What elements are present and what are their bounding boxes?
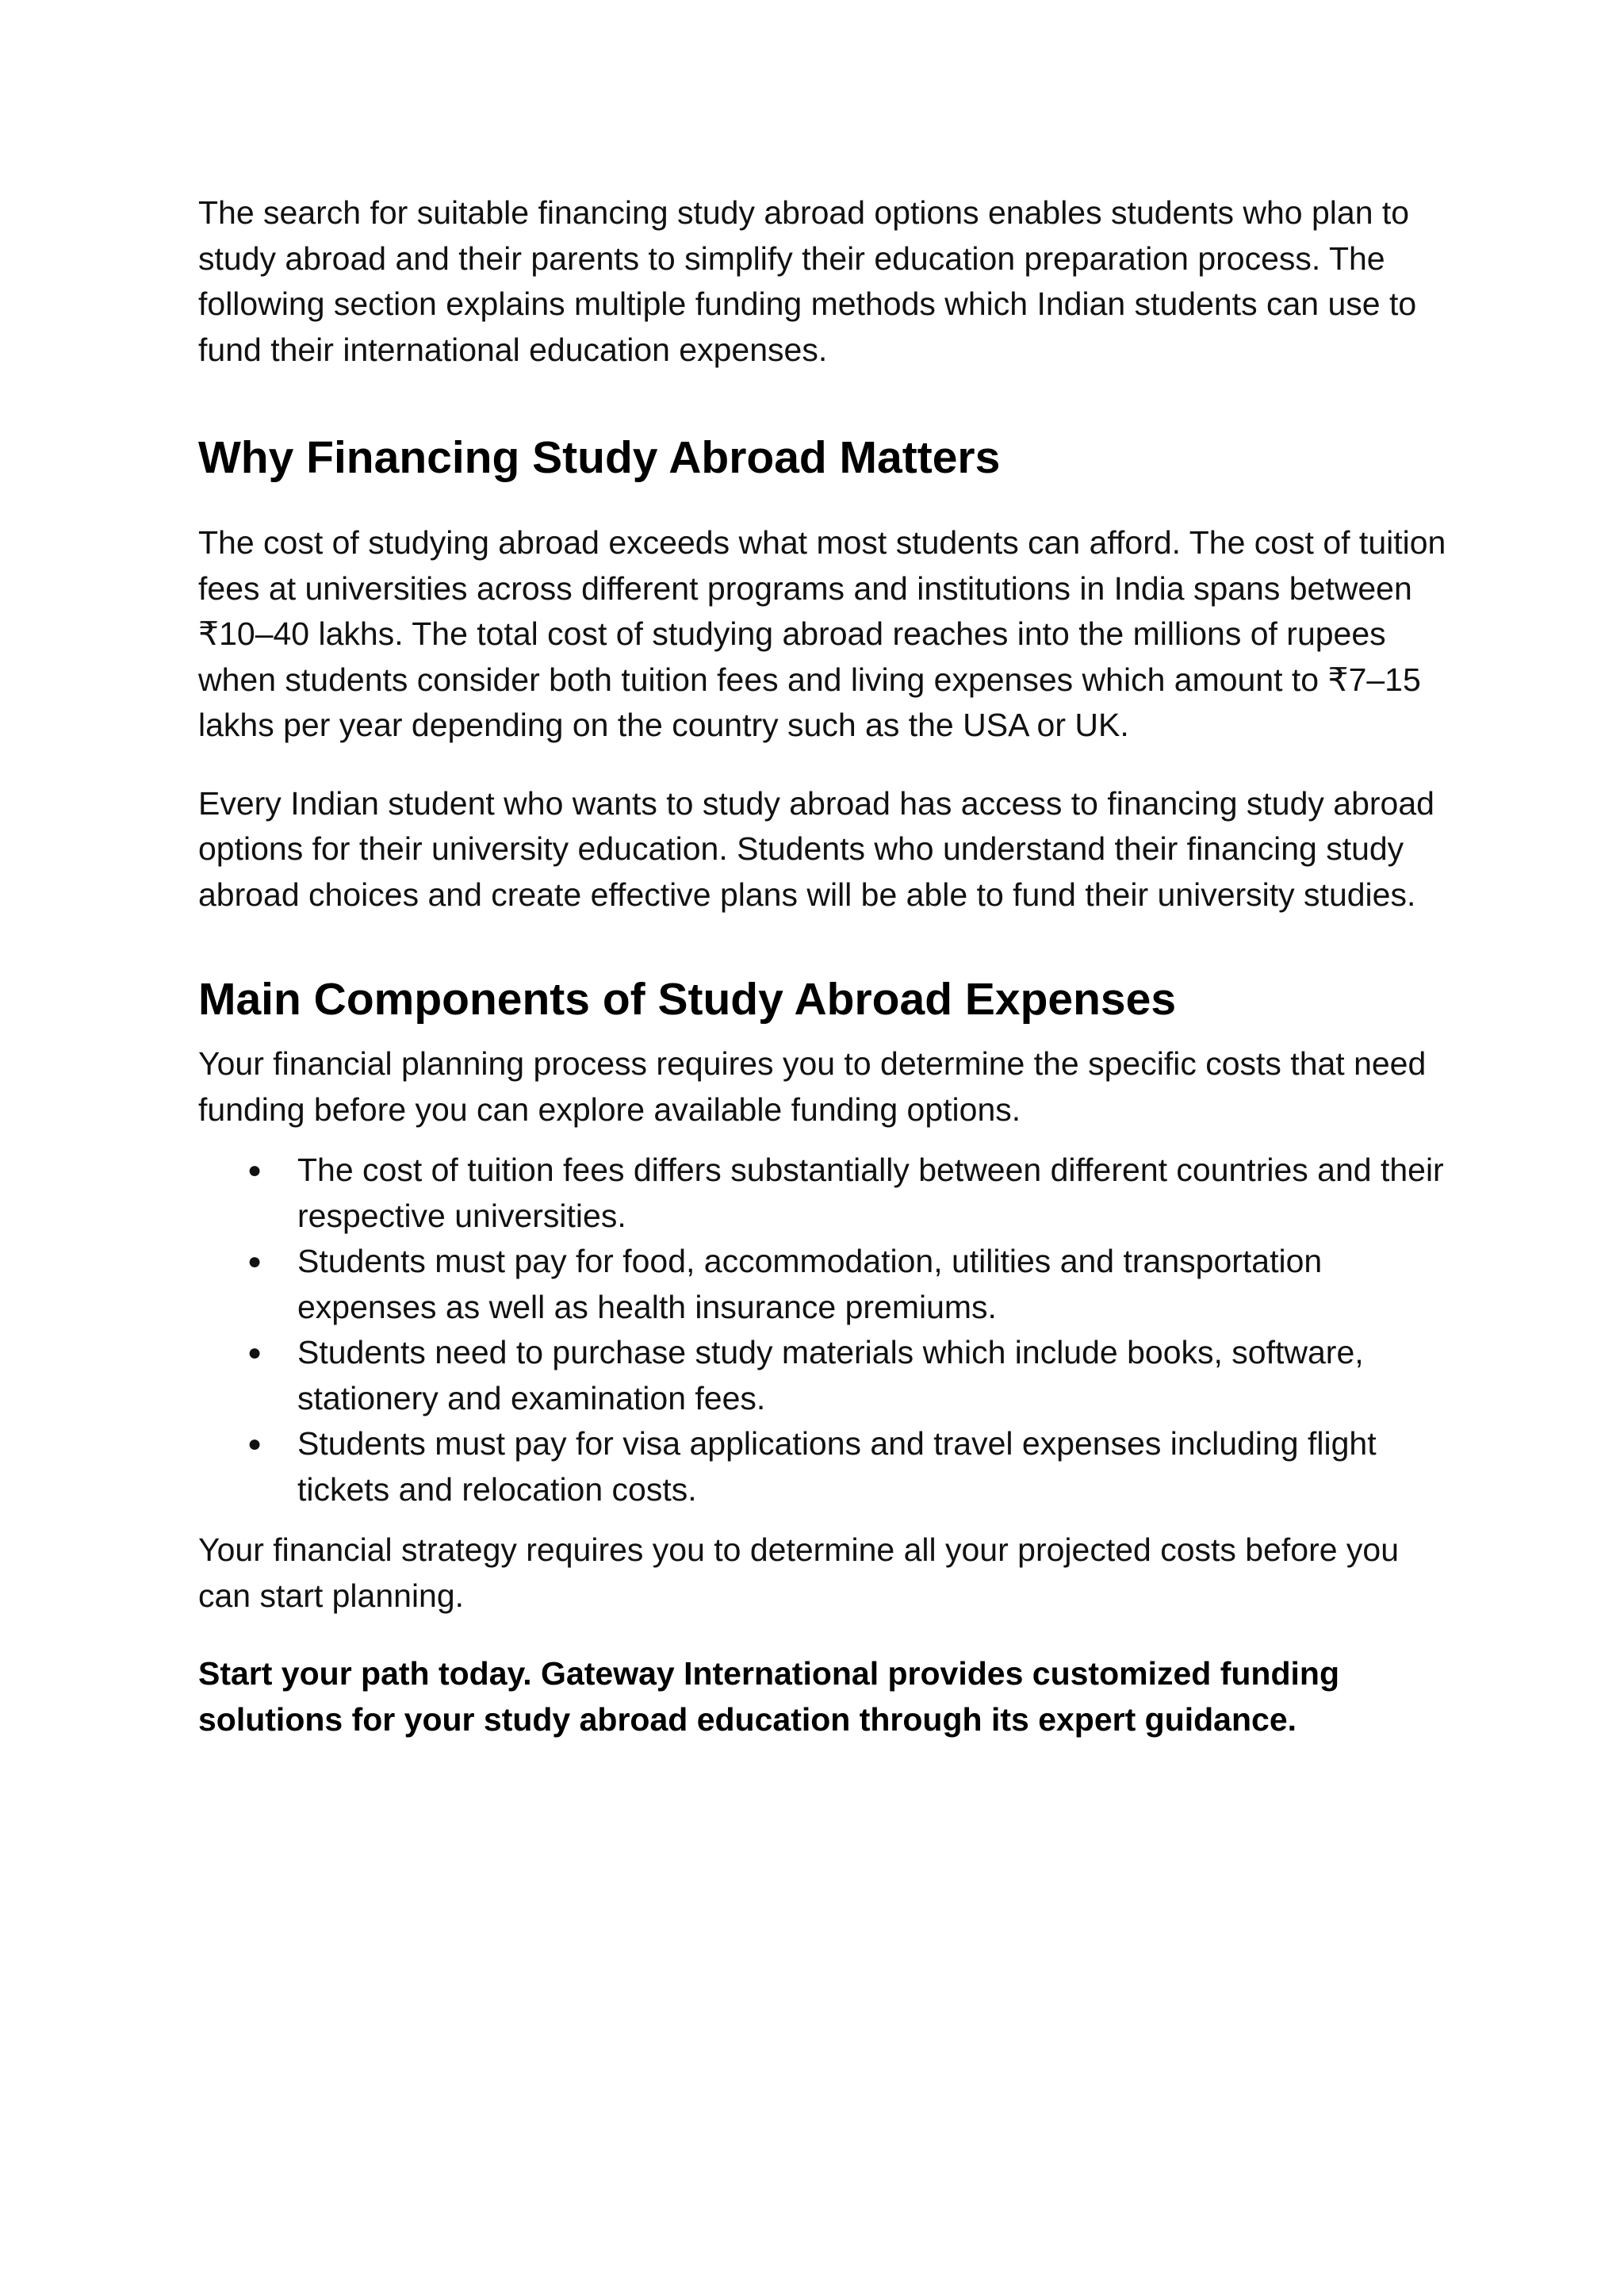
bullet-icon: ● <box>247 1431 262 1457</box>
bullet-icon: ● <box>247 1157 262 1183</box>
intro-paragraph: The search for suitable financing study abroad options enables students who plan to study abroad and their parents to simplify their education preparation process. The following section explains multiple funding methods which Indian students can use to fund their international education expenses. <box>198 194 1417 368</box>
strategy-paragraph: Your financial strategy requires you to determine all your projected costs before you can start planning. <box>198 1531 1400 1614</box>
cost-paragraph: The cost of studying abroad exceeds what most students can afford. The cost of tuition fees at universities across different programs and institutions in India spans between ₹10–40 lakhs. The total cost of studying abroad reaches into the millions of rupees when students consider both tuition fees and living expenses which amount to ₹7–15 lakhs per year depending on the country such as the USA or UK. <box>198 524 1446 743</box>
expense-list <box>198 1148 1451 1512</box>
list-item <box>198 1421 1451 1512</box>
call-to-action: Start your path today. Gateway International provides customized funding solutions for your study abroad education through its expert guidance. <box>198 1655 1339 1738</box>
bullet-icon: ● <box>247 1340 262 1366</box>
list-item-text: The cost of tuition fees differs substantially between different countries and their respective universities. <box>297 1152 1444 1234</box>
list-item <box>198 1330 1451 1421</box>
list-item <box>198 1239 1451 1330</box>
list-item-text: Students need to purchase study materials which include books, software, stationery and examination fees. <box>297 1334 1364 1416</box>
bullet-icon: ● <box>247 1248 262 1274</box>
list-item-text: Students must pay for visa applications and travel expenses including flight tickets and relocation costs. <box>297 1425 1377 1508</box>
main-components-heading: Main Components of Study Abroad Expenses <box>198 974 1177 1025</box>
list-item <box>198 1148 1451 1239</box>
components-lead-paragraph: Your financial planning process requires you to determine the specific costs that need funding before you can explore available funding options. <box>198 1045 1427 1128</box>
document-page <box>198 190 1451 1742</box>
options-paragraph: Every Indian student who wants to study abroad has access to financing study abroad options for their university education. Students who understand their financing study abroad choices and create effective plans will be able to fund their university studies. <box>198 784 1434 913</box>
why-financing-heading: Why Financing Study Abroad Matters <box>198 432 1001 483</box>
list-item-text: Students must pay for food, accommodation, utilities and transportation expenses as well as health insurance premiums. <box>297 1243 1323 1325</box>
